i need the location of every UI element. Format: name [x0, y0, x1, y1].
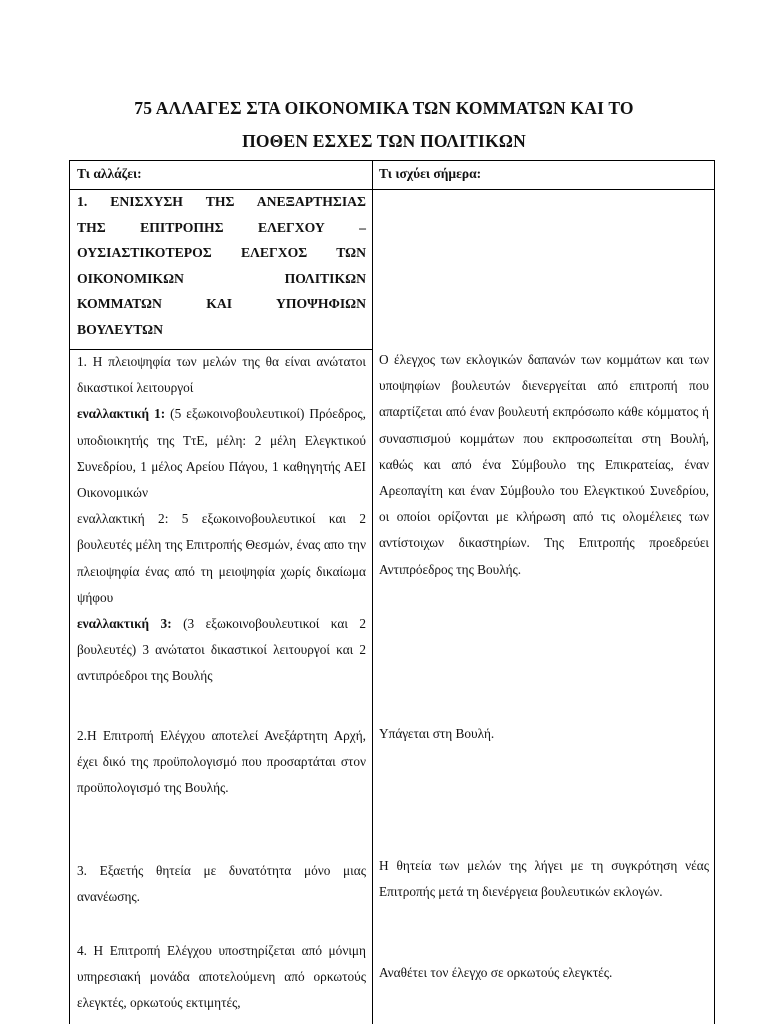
item-1-alternative-3: [77, 611, 366, 690]
section-1-line-4: ΟΙΚΟΝΟΜΙΚΩΝ ΠΟΛΙΤΙΚΩΝ: [77, 270, 366, 286]
item-1-alternative-1: [77, 401, 366, 506]
item-2-change: 2.Η Επιτροπή Ελέγχου αποτελεί Ανεξάρτητη Αρχή, έχει δικό της προϋπολογισμό που προσαρτάται στον προϋπολογισμό της Βουλής.: [77, 728, 366, 796]
item-1-change: [77, 349, 366, 690]
item-4-current: Αναθέτει τον έλεγχο σε ορκωτούς ελεγκτές.: [379, 965, 613, 980]
item-1-alternative-2: εναλλακτική 2: 5 εξωκοινοβουλευτικοί και 2 βουλευτές μέλη της Επιτροπής Θεσμών, ένας απο την πλειοψηφία ένας από τη μειοψηφία χωρίς δικαίωμα ψήφου: [77, 511, 366, 605]
comparison-table: [69, 160, 715, 1024]
document-title-line-2: ΠΟΘΕΝ ΕΣΧΕΣ ΤΩΝ ΠΟΛΙΤΙΚΩΝ: [242, 131, 526, 151]
alternative-1-text: (5 εξωκοινοβουλευτικοί) Πρόεδρος, υποδιοικητής της ΤτΕ, μέλη: 2 μέλη Ελεγκτικού Συνεδρίου, 1 μέλος Αρείου Πάγου, 1 καθηγητής ΑΕΙ Οικονομικών: [77, 406, 366, 501]
item-4-change: 4. Η Επιτροπή Ελέγχου υποστηρίζεται από μόνιμη υπηρεσιακή μονάδα αποτελούμενη από ορκωτούς ελεγκτές, ορκωτούς εκτιμητές,: [77, 943, 366, 1011]
section-1-line-1: 1. ΕΝΙΣΧΥΣΗ ΤΗΣ ΑΝΕΞΑΡΤΗΣΙΑΣ: [77, 194, 366, 209]
header-current-state: Τι ισχύει σήμερα:: [379, 166, 482, 181]
item-3-current: Η θητεία των μελών της λήγει με τη συγκρότηση νέας Επιτροπής μετά τη διενέργεια βουλευτικών εκλογών.: [379, 858, 709, 900]
section-1-line-6: ΒΟΥΛΕΥΤΩΝ: [77, 321, 164, 337]
item-1-current: Ο έλεγχος των εκλογικών δαπανών των κομμάτων και των υποψηφίων βουλευτών διενεργείται από επιτροπή που απαρτίζεται από έναν βουλευτή εκπρόσωπο κάθε κόμματος ή συνασπισμού κομμάτων που εκπροσωπείται στη Βουλή, καθώς και από ένα Σύμβουλο της Επικρατείας, έναν Αρεοπαγίτη και έναν Σύμβουλο του Ελεγκτικού Συνεδρίου, οι οποίοι ορίζονται με κλήρωση από τις ολομέλειες των αντίστοιχων δικαστηρίων. Της Επιτροπής προεδρεύει Αντιπρόεδρος της Βουλής.: [379, 352, 709, 577]
item-2-current: Υπάγεται στη Βουλή.: [379, 726, 495, 741]
item-1-main-text: 1. Η πλειοψηφία των μελών της θα είναι ανώτατοι δικαστικοί λειτουργοί: [77, 354, 366, 396]
column-divider: [372, 161, 373, 1024]
section-1-heading: [77, 189, 366, 343]
document-title-line-1: 75 ΑΛΛΑΓΕΣ ΣΤΑ ΟΙΚΟΝΟΜΙΚΑ ΤΩΝ ΚΟΜΜΑΤΩΝ ΚΑΙ ΤΟ: [134, 98, 634, 118]
item-3-change: 3. Εξαετής θητεία με δυνατότητα μόνο μιας ανανέωσης.: [77, 863, 366, 905]
section-1-line-3: ΟΥΣΙΑΣΤΙΚΟΤΕΡΟΣ ΕΛΕΓΧΟΣ ΤΩΝ: [77, 245, 366, 261]
section-1-line-2: ΤΗΣ ΕΠΙΤΡΟΠΗΣ ΕΛΕΓΧΟΥ –: [77, 219, 366, 235]
alternative-3-label: εναλλακτική 3:: [77, 616, 172, 632]
alternative-1-label: εναλλακτική 1:: [77, 406, 166, 422]
alternative-3-text: (3 εξωκοινοβουλευτικοί και 2 βουλευτές) 3 ανώτατοι δικαστικοί λειτουργοί και 2 αντιπρόεδροι της Βουλής: [77, 616, 366, 684]
header-what-changes: Τι αλλάζει:: [77, 166, 142, 181]
section-1-line-5: ΚΟΜΜΑΤΩΝ ΚΑΙ ΥΠΟΨΗΦΙΩΝ: [77, 296, 366, 312]
